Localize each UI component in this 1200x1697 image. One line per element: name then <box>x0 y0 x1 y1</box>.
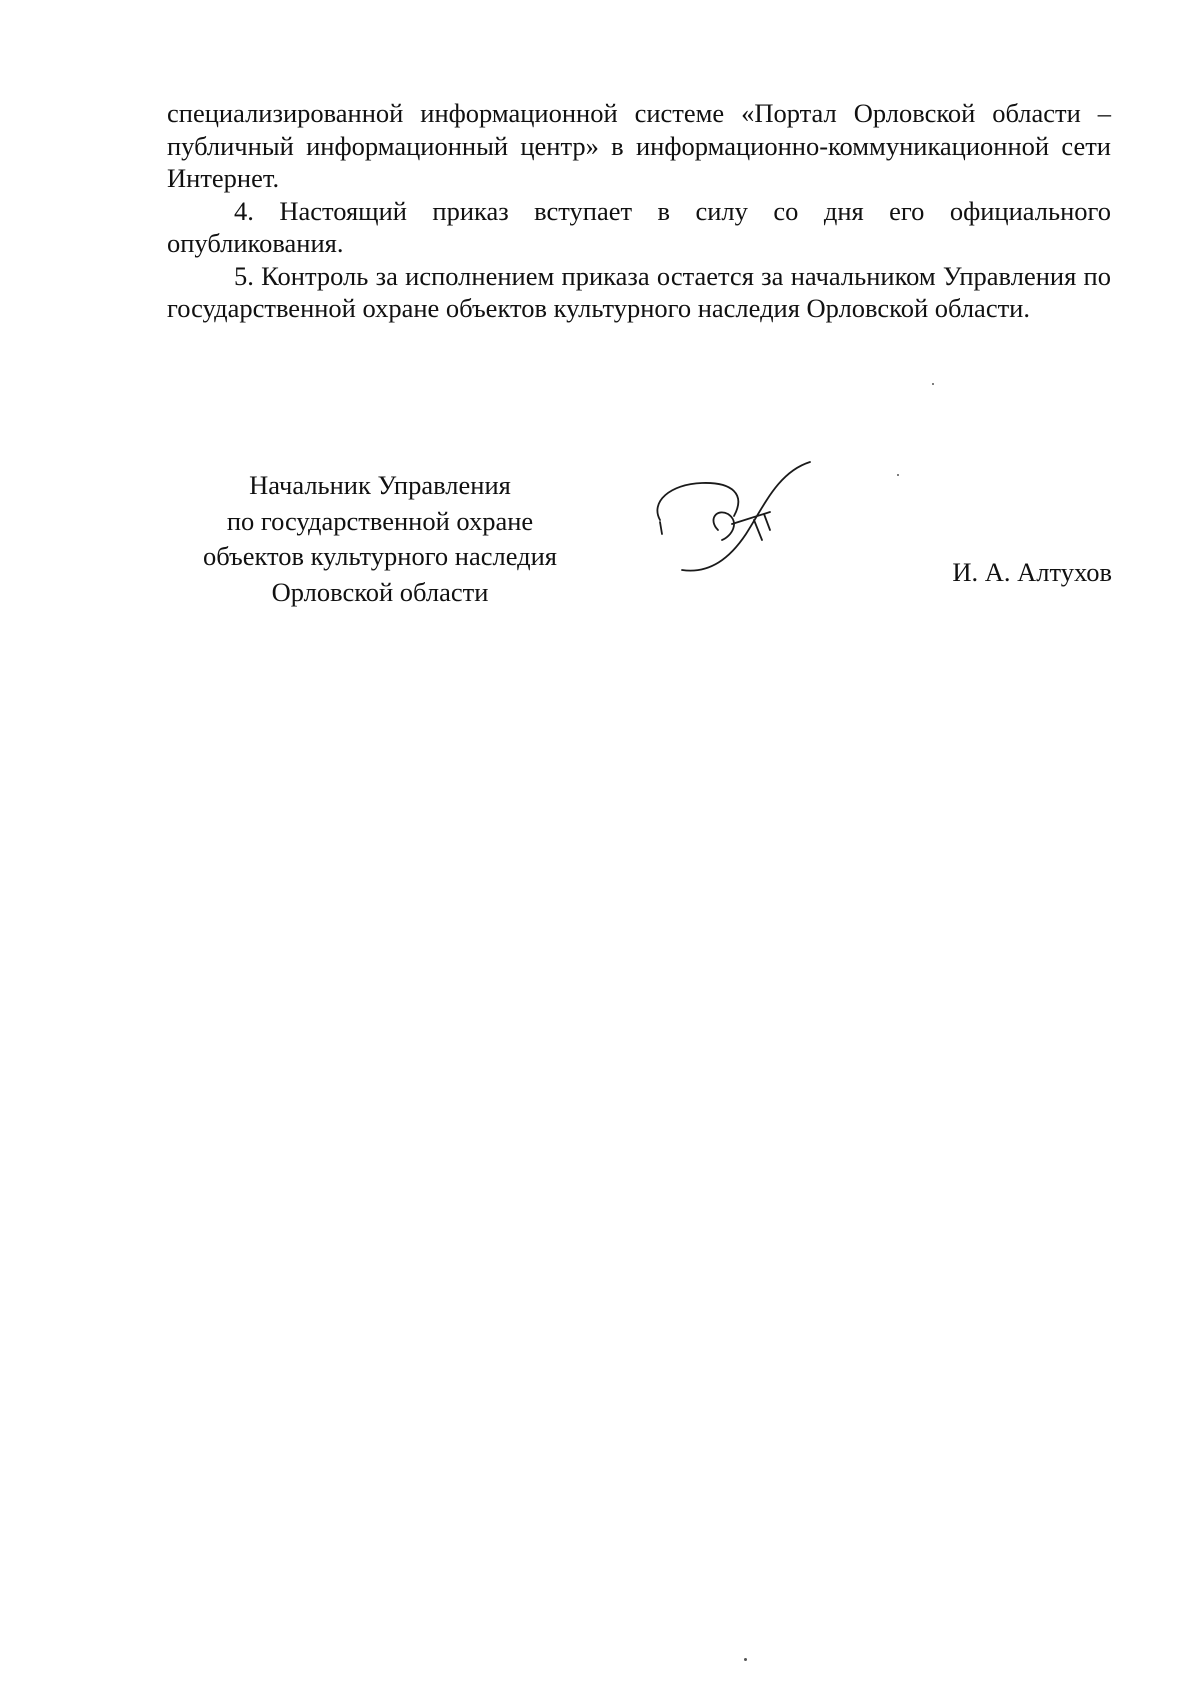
scan-speck <box>897 474 899 476</box>
paragraph-item-4: 4. Настоящий приказ вступает в силу со дня его официального опубликования. <box>167 195 1111 258</box>
paragraph-continuation: специализированной информационной системе «Портал Орловской области – публичный информационный центр» в информационно-коммуникационной сети Интернет. <box>167 98 1111 193</box>
paragraph-item-5: 5. Контроль за исполнением приказа остается за начальником Управления по государственной охране объектов культурного наследия Орловской области. <box>167 260 1111 323</box>
position-line: Орловской области <box>271 576 489 607</box>
signatory-position <box>170 468 590 610</box>
position-line: Начальник Управления <box>249 470 511 500</box>
scan-speck <box>932 383 934 385</box>
signatory-name: И. А. Алтухов <box>952 557 1112 587</box>
position-line: по государственной охране <box>226 505 534 536</box>
document-body <box>167 97 1111 325</box>
position-line: объектов культурного наследия <box>202 541 557 571</box>
handwritten-signature <box>650 450 850 580</box>
scan-speck <box>744 1658 747 1661</box>
